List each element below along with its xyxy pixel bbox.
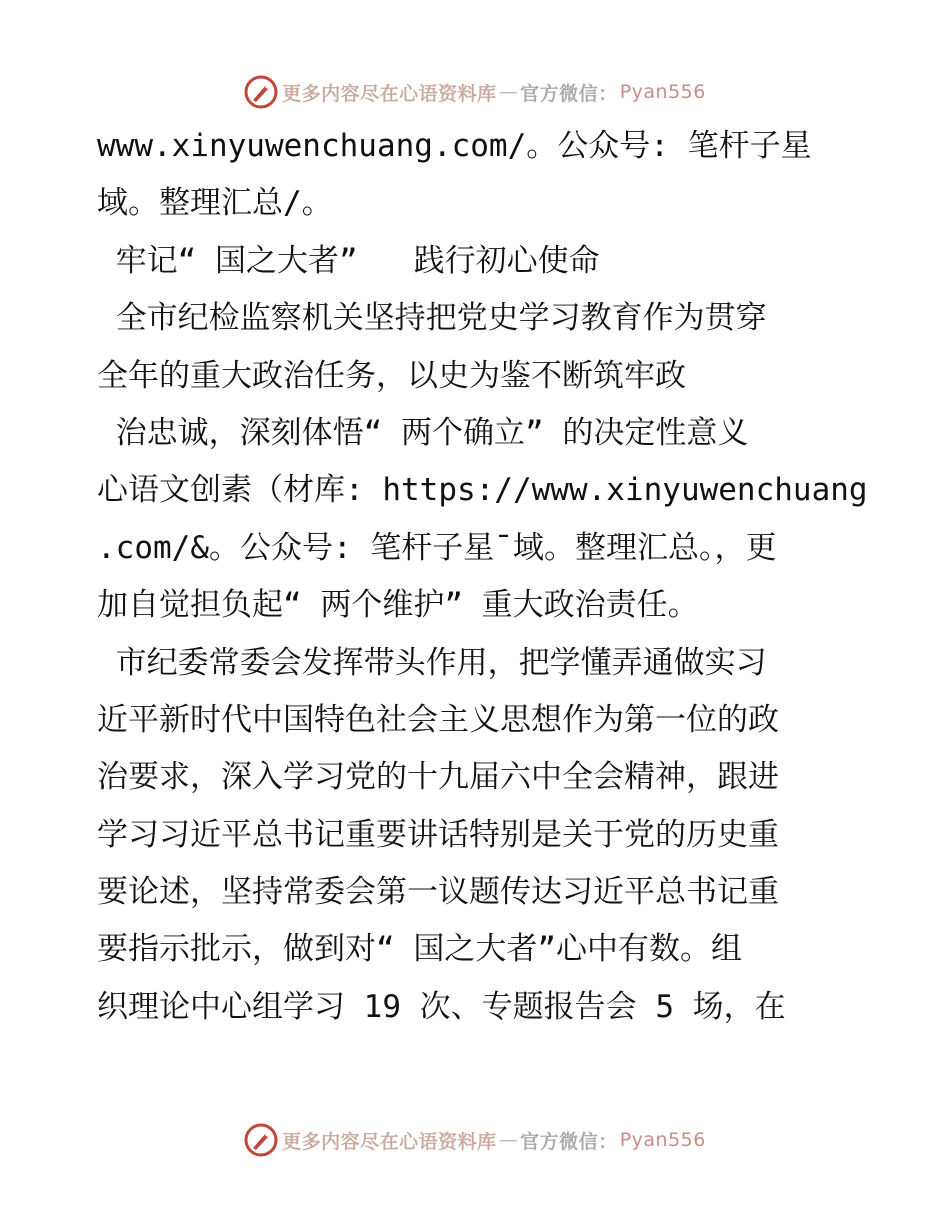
- header-banner: [0, 72, 950, 112]
- text-line: 全市纪检监察机关坚持把党史学习教育作为贯穿: [97, 300, 767, 337]
- pen-nib-logo-icon: [244, 1123, 278, 1157]
- banner-wechat-label: 官方微信：: [520, 82, 618, 105]
- text-line: 域。整理汇总/。: [97, 185, 333, 222]
- banner-wechat-id: Pyan556: [619, 1129, 706, 1151]
- footer-banner: [0, 1120, 950, 1160]
- banner-dash: —: [498, 81, 519, 103]
- text-line: www.xinyuwenchuang.com/。公众号: 笔杆子星: [97, 128, 812, 164]
- text-line: 加自觉担负起“ 两个维护” 重大政治责任。: [97, 587, 699, 624]
- text-line: 全年的重大政治任务，以史为鉴不断筑牢政: [97, 357, 686, 394]
- text-line: 近平新时代中国特色社会主义思想作为第一位的政: [97, 701, 779, 738]
- text-line: 心语文创素（材库: https://www.xinyuwenchuang: [97, 472, 868, 509]
- banner-wechat-label: 官方微信：: [520, 1130, 618, 1153]
- text-line: 学习习近平总书记重要讲话特别是关于党的历史重: [97, 816, 779, 853]
- banner-text: 更多内容尽在心语资料库: [282, 82, 497, 105]
- text-line: 治忠诚，深刻体悟“ 两个确立” 的决定性意义: [97, 414, 749, 451]
- banner-wechat-id: Pyan556: [619, 81, 706, 103]
- pen-nib-logo-icon: [244, 75, 278, 109]
- text-line: 要论述，坚持常委会第一议题传达习近平总书记重: [97, 874, 779, 911]
- text-line: 市纪委常委会发挥带头作用，把学懂弄通做实习: [97, 644, 767, 681]
- text-line: 治要求，深入学习党的十九届六中全会精神，跟进: [97, 759, 779, 796]
- banner-dash: —: [498, 1129, 519, 1151]
- banner-text: 更多内容尽在心语资料库: [282, 1130, 497, 1153]
- text-line: 要指示批示，做到对“ 国之大者”心中有数。组: [97, 931, 742, 968]
- text-line: .com/&。公众号: 笔杆子星¯域。整理汇总。，更: [97, 529, 777, 566]
- document-body: [97, 118, 868, 1036]
- section-heading: 牢记“ 国之大者” 践行初心使命: [97, 242, 600, 279]
- text-line: 织理论中心组学习 19 次、专题报告会 5 场，在: [97, 988, 786, 1025]
